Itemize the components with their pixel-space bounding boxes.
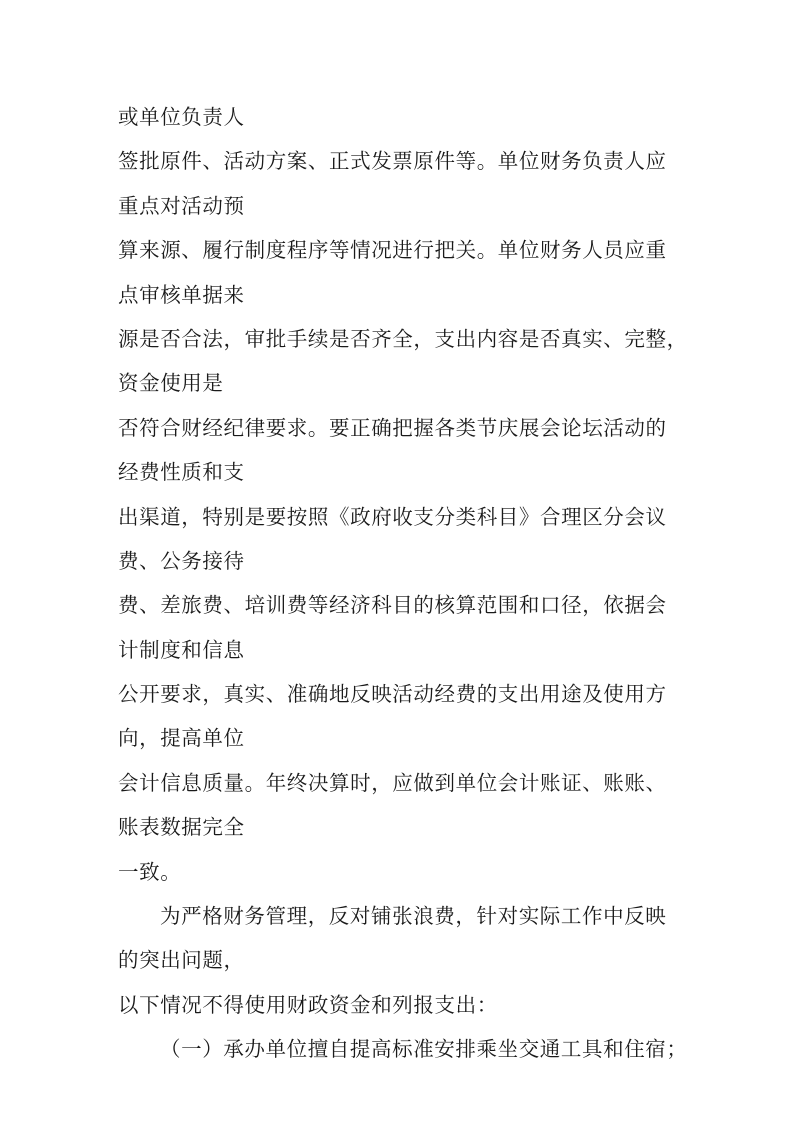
text-line: 以下情况不得使用财政资金和列报支出：	[118, 992, 498, 1017]
text-line: 出渠道，特别是要按照《政府收支分类科目》合理区分会议	[118, 504, 667, 529]
text-line: 一致。	[118, 859, 182, 884]
paragraph-first-line: 为严格财务管理，反对铺张浪费，针对实际工作中反映	[160, 904, 667, 929]
text-line: 会计信息质量。年终决算时，应做到单位会计账证、账账、	[118, 770, 667, 795]
list-item-1: （一）承办单位擅自提高标准安排乘坐交通工具和住宿；	[160, 1037, 688, 1062]
text-line: 算来源、履行制度程序等情况进行把关。单位财务人员应重	[118, 238, 667, 263]
text-line: 签批原件、活动方案、正式发票原件等。单位财务负责人应	[118, 149, 667, 174]
text-line: 否符合财经纪律要求。要正确把握各类节庆展会论坛活动的	[118, 415, 667, 440]
text-line: 费、差旅费、培训费等经济科目的核算范围和口径，依据会	[118, 593, 667, 618]
text-line: 公开要求，真实、准确地反映活动经费的支出用途及使用方	[118, 682, 667, 707]
text-line: 账表数据完全	[118, 815, 245, 840]
document-page	[118, 95, 688, 1072]
text-line: 计制度和信息	[118, 637, 245, 662]
text-line: 或单位负责人	[118, 105, 245, 129]
text-line: 的突出问题，	[118, 948, 245, 973]
text-line: 重点对活动预	[118, 193, 245, 218]
text-line: 点审核单据来	[118, 282, 245, 307]
text-line: 资金使用是	[118, 371, 224, 396]
text-line: 向，提高单位	[118, 726, 245, 751]
text-line: 源是否合法，审批手续是否齐全，支出内容是否真实、完整，	[118, 326, 688, 351]
text-line: 费、公务接待	[118, 548, 245, 573]
text-line: 经费性质和支	[118, 460, 245, 485]
